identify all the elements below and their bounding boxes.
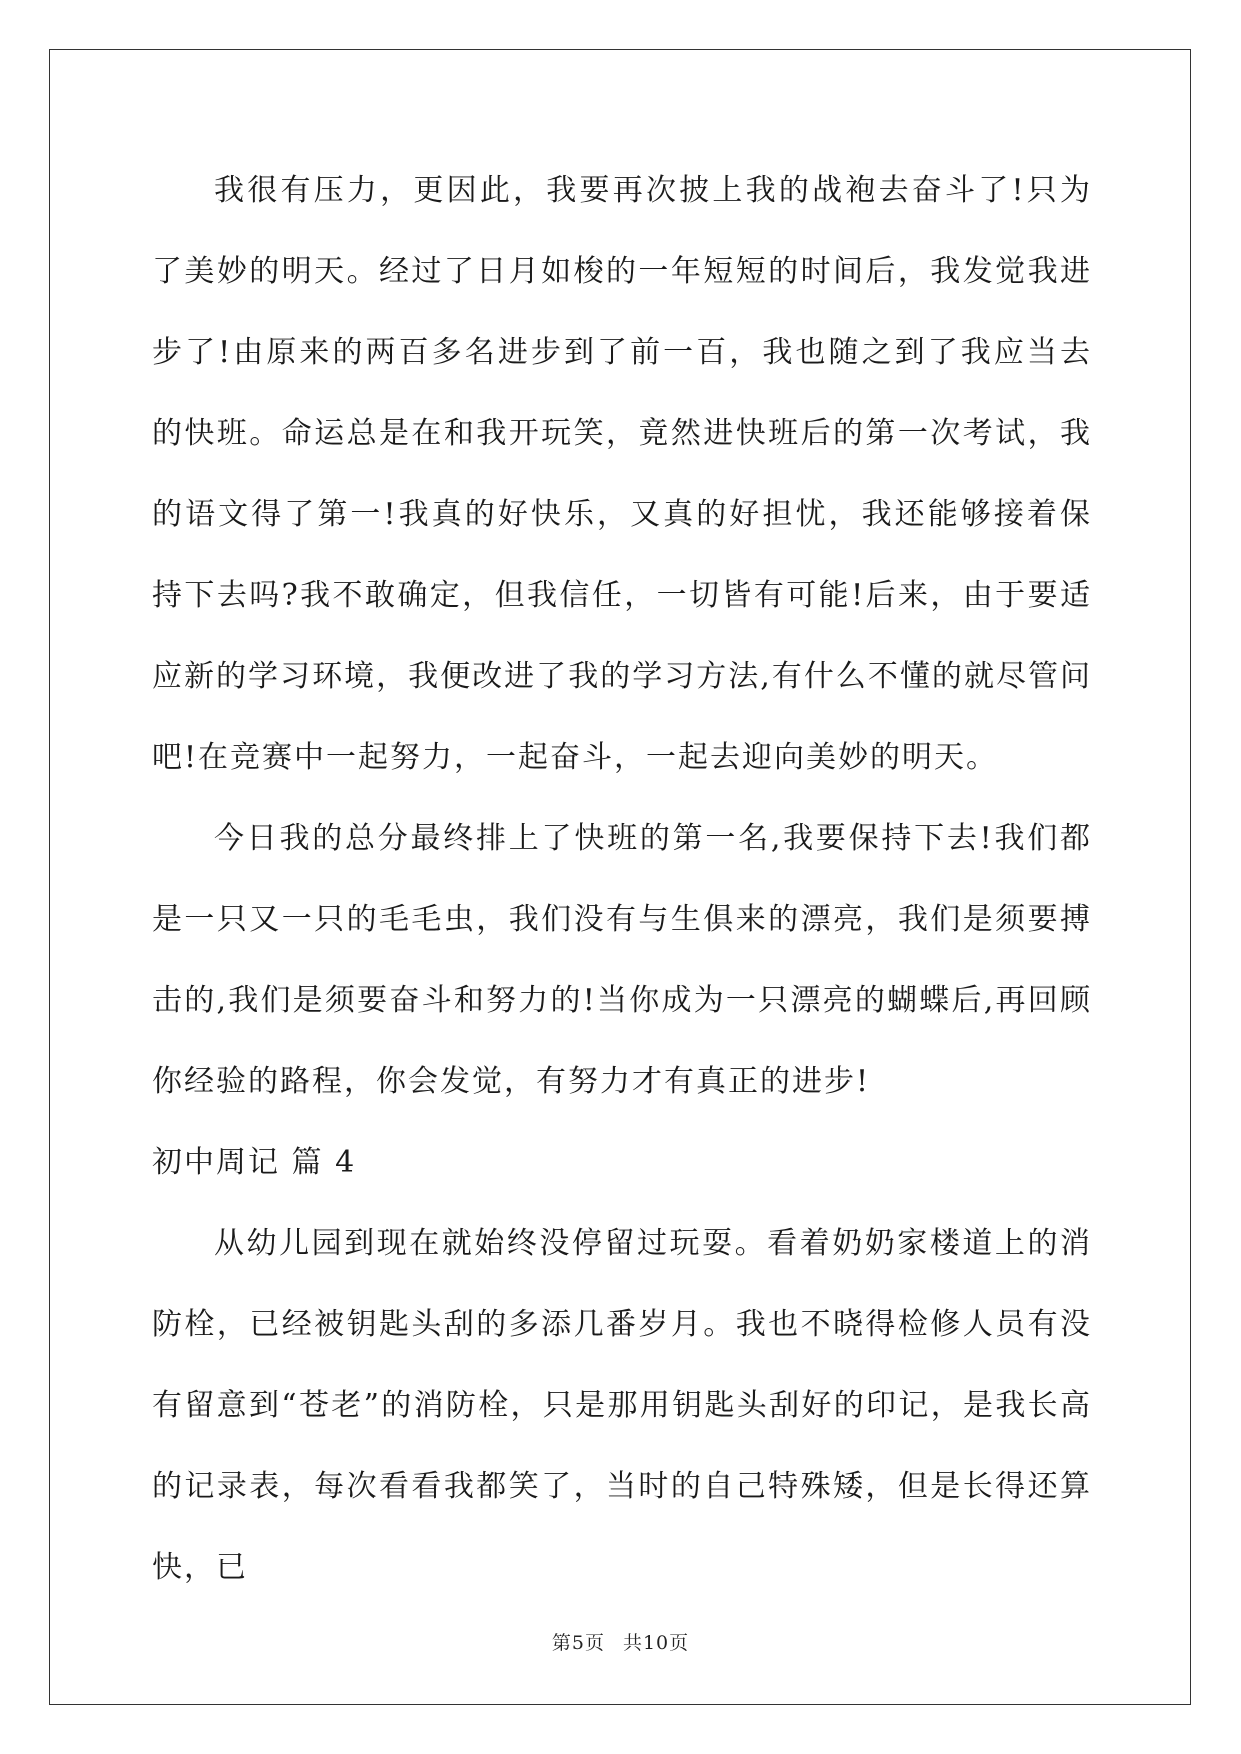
page-footer xyxy=(0,1628,1241,1655)
paragraph-2: 今日我的总分最终排上了快班的第一名,我要保持下去!我们都是一只又一只的毛毛虫，我们没有与生俱来的漂亮，我们是须要搏击的,我们是须要奋斗和努力的!当你成为一只漂亮的蝴蝶后,再回顾你经验的路程，你会发觉，有努力才有真正的进步! xyxy=(152,821,1092,1099)
current-page-number: 第5页 xyxy=(551,1632,605,1654)
paragraph-3: 从幼儿园到现在就始终没停留过玩耍。看着奶奶家楼道上的消防栓，已经被钥匙头刮的多添几番岁月。我也不晓得检修人员有没有留意到“苍老”的消防栓，只是那用钥匙头刮好的印记，是我长高的记录表，每次看看我都笑了，当时的自己特殊矮，但是长得还算快，已 xyxy=(152,1226,1092,1585)
paragraph-1: 我很有压力，更因此，我要再次披上我的战袍去奋斗了!只为了美妙的明天。经过了日月如梭的一年短短的时间后，我发觉我进步了!由原来的两百多名进步到了前一百，我也随之到了我应当去的快班。命运总是在和我开玩笑，竟然进快班后的第一次考试，我的语文得了第一!我真的好快乐，又真的好担忧，我还能够接着保持下去吗?我不敢确定，但我信任，一切皆有可能!后来，由于要适应新的学习环境，我便改进了我的学习方法,有什么不懂的就尽管问吧!在竞赛中一起努力，一起奋斗，一起去迎向美妙的明天。 xyxy=(152,173,1092,775)
document-body xyxy=(152,150,1092,1608)
total-page-count: 共10页 xyxy=(622,1632,690,1654)
section-heading: 初中周记 篇 4 xyxy=(152,1145,357,1180)
